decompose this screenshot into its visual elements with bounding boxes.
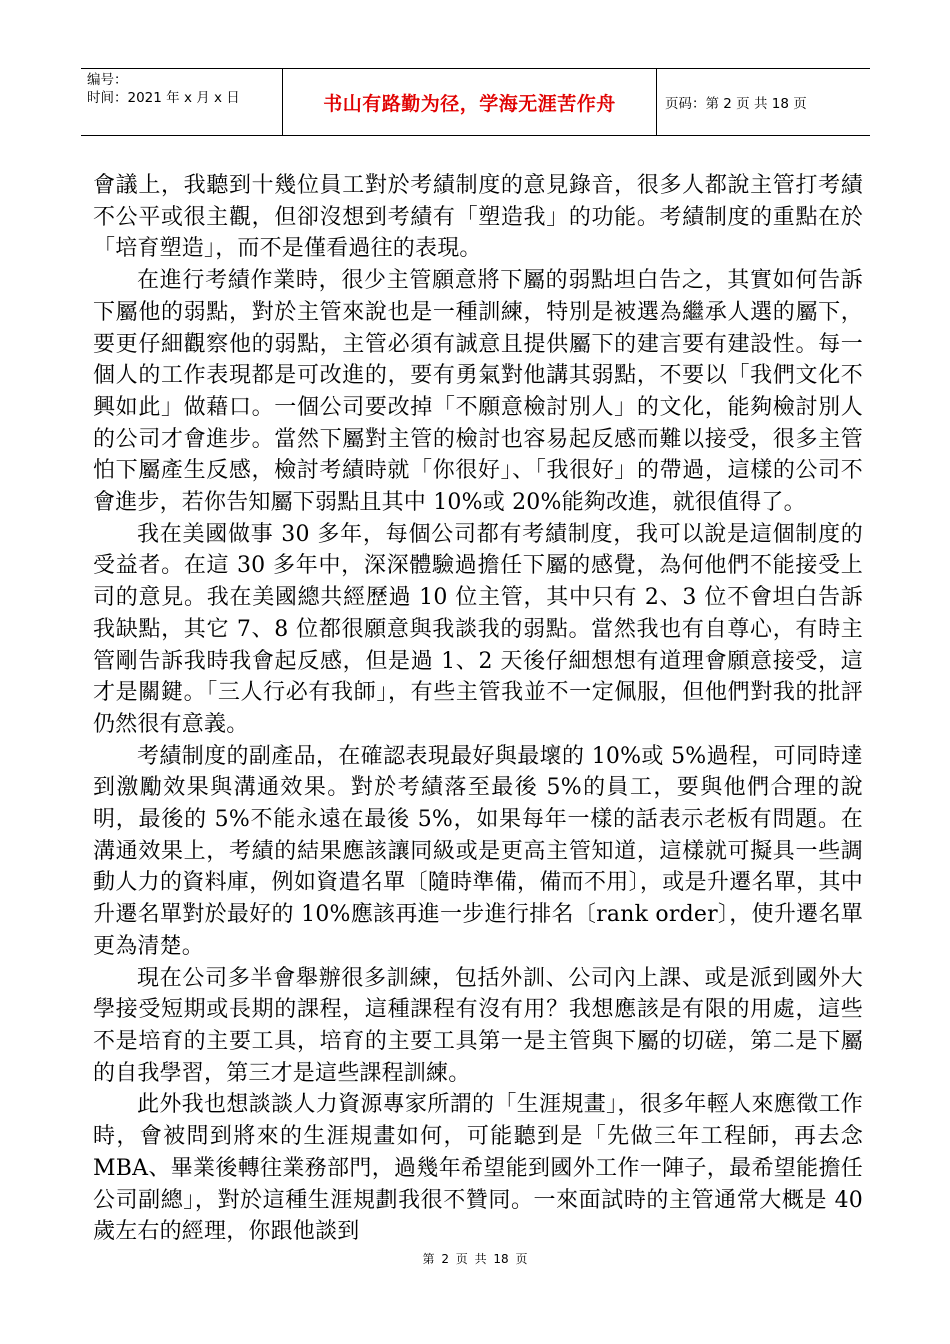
paragraph: 在進行考績作業時，很少主管願意將下屬的弱點坦白告之，其實如何告訴下屬他的弱點，對於主管來說也是一種訓練，特別是被選為繼承人選的屬下，要更仔細觀察他的弱點，主管必須有誠意且提供屬下的建言要有建設性。每一個人的工作表現都是可改進的，要有勇氣對他講其弱點，不要以「我們文化不興如此」做藉口。一個公司要改掉「不願意檢討別人」的文化，能夠檢討別人的公司才會進步。當然下屬對主管的檢討也容易起反感而難以接受，很多主管怕下屬產生反感，檢討考績時就「你很好」、「我很好」的帶過，這樣的公司不會進步，若你告知屬下弱點且其中 10%或 20%能夠改進，就很值得了。 — [93, 268, 863, 516]
header-page-info: 页码：第 2 页 共 18 页 — [665, 96, 807, 112]
doc-date-label: 时间：2021 年 x 月 x 日 — [87, 90, 240, 106]
page-footer: 第 2 页 共 18 页 — [422, 1252, 528, 1266]
paragraph: 此外我也想談談人力資源專家所謂的「生涯規畫」，很多年輕人來應徵工作時，會被問到將來的生涯規畫如何，可能聽到是「先做三年工程師，再去念 MBA、畢業後轉往業務部門，過幾年希望能到國外工作一陣子，最希望能擔任公司副總」，對於這種生涯規劃我很不贊同。一來面試時的主管通常大概是 40 歲左右的經理，你跟他談到 — [93, 1092, 863, 1245]
doc-number-label: 编号： — [87, 72, 128, 88]
paragraph: 會議上，我聽到十幾位員工對於考績制度的意見錄音，很多人都說主管打考績不公平或很主觀，但卻沒想到考績有「塑造我」的功能。考績制度的重點在於「培育塑造」，而不是僅看過往的表現。 — [93, 173, 863, 262]
paragraph: 考績制度的副產品，在確認表現最好與最壞的 10%或 5%過程，可同時達到激勵效果與溝通效果。對於考績落至最後 5%的員工，要與他們合理的說明，最後的 5%不能永遠在最後 5%，如果每年一樣的話表示老板有問題。在溝通效果上，考績的結果應該讓同級或是更高主管知道，這樣就可擬具一些調動人力的資料庫，例如資遣名單〔隨時準備，備而不用〕，或是升遷名單，其中升遷名單對於最好的 10%應該再進一步進行排名〔rank order〕，使升遷名單更為清楚。 — [93, 743, 863, 959]
page-header — [81, 68, 870, 136]
header-meta — [81, 69, 283, 135]
paragraph: 現在公司多半會舉辦很多訓練，包括外訓、公司內上課、或是派到國外大學接受短期或長期的課程，這種課程有沒有用？我想應該是有限的用處，這些不是培育的主要工具，培育的主要工具第一是主管與下屬的切磋，第二是下屬的自我學習，第三才是這些課程訓練。 — [93, 965, 863, 1086]
paragraph: 我在美國做事 30 多年，每個公司都有考績制度，我可以說是這個制度的受益者。在這 30 多年中，深深體驗過擔任下屬的感覺，為何他們不能接受上司的意見。我在美國總共經歷過 10 位主管，其中只有 2、3 位不會坦白告訴我缺點，其它 7、8 位都很願意與我談我的弱點。當然我也有自尊心，有時主管剛告訴我時我會起反感，但是過 1、2 天後仔細想想有道理會願意接受，這才是關鍵。「三人行必有我師」，有些主管我並不一定佩服，但他們對我的批評仍然很有意義。 — [93, 521, 863, 737]
header-motto: 书山有路勤为径，学海无涯苦作舟 — [283, 69, 657, 135]
document-body — [93, 170, 863, 1248]
